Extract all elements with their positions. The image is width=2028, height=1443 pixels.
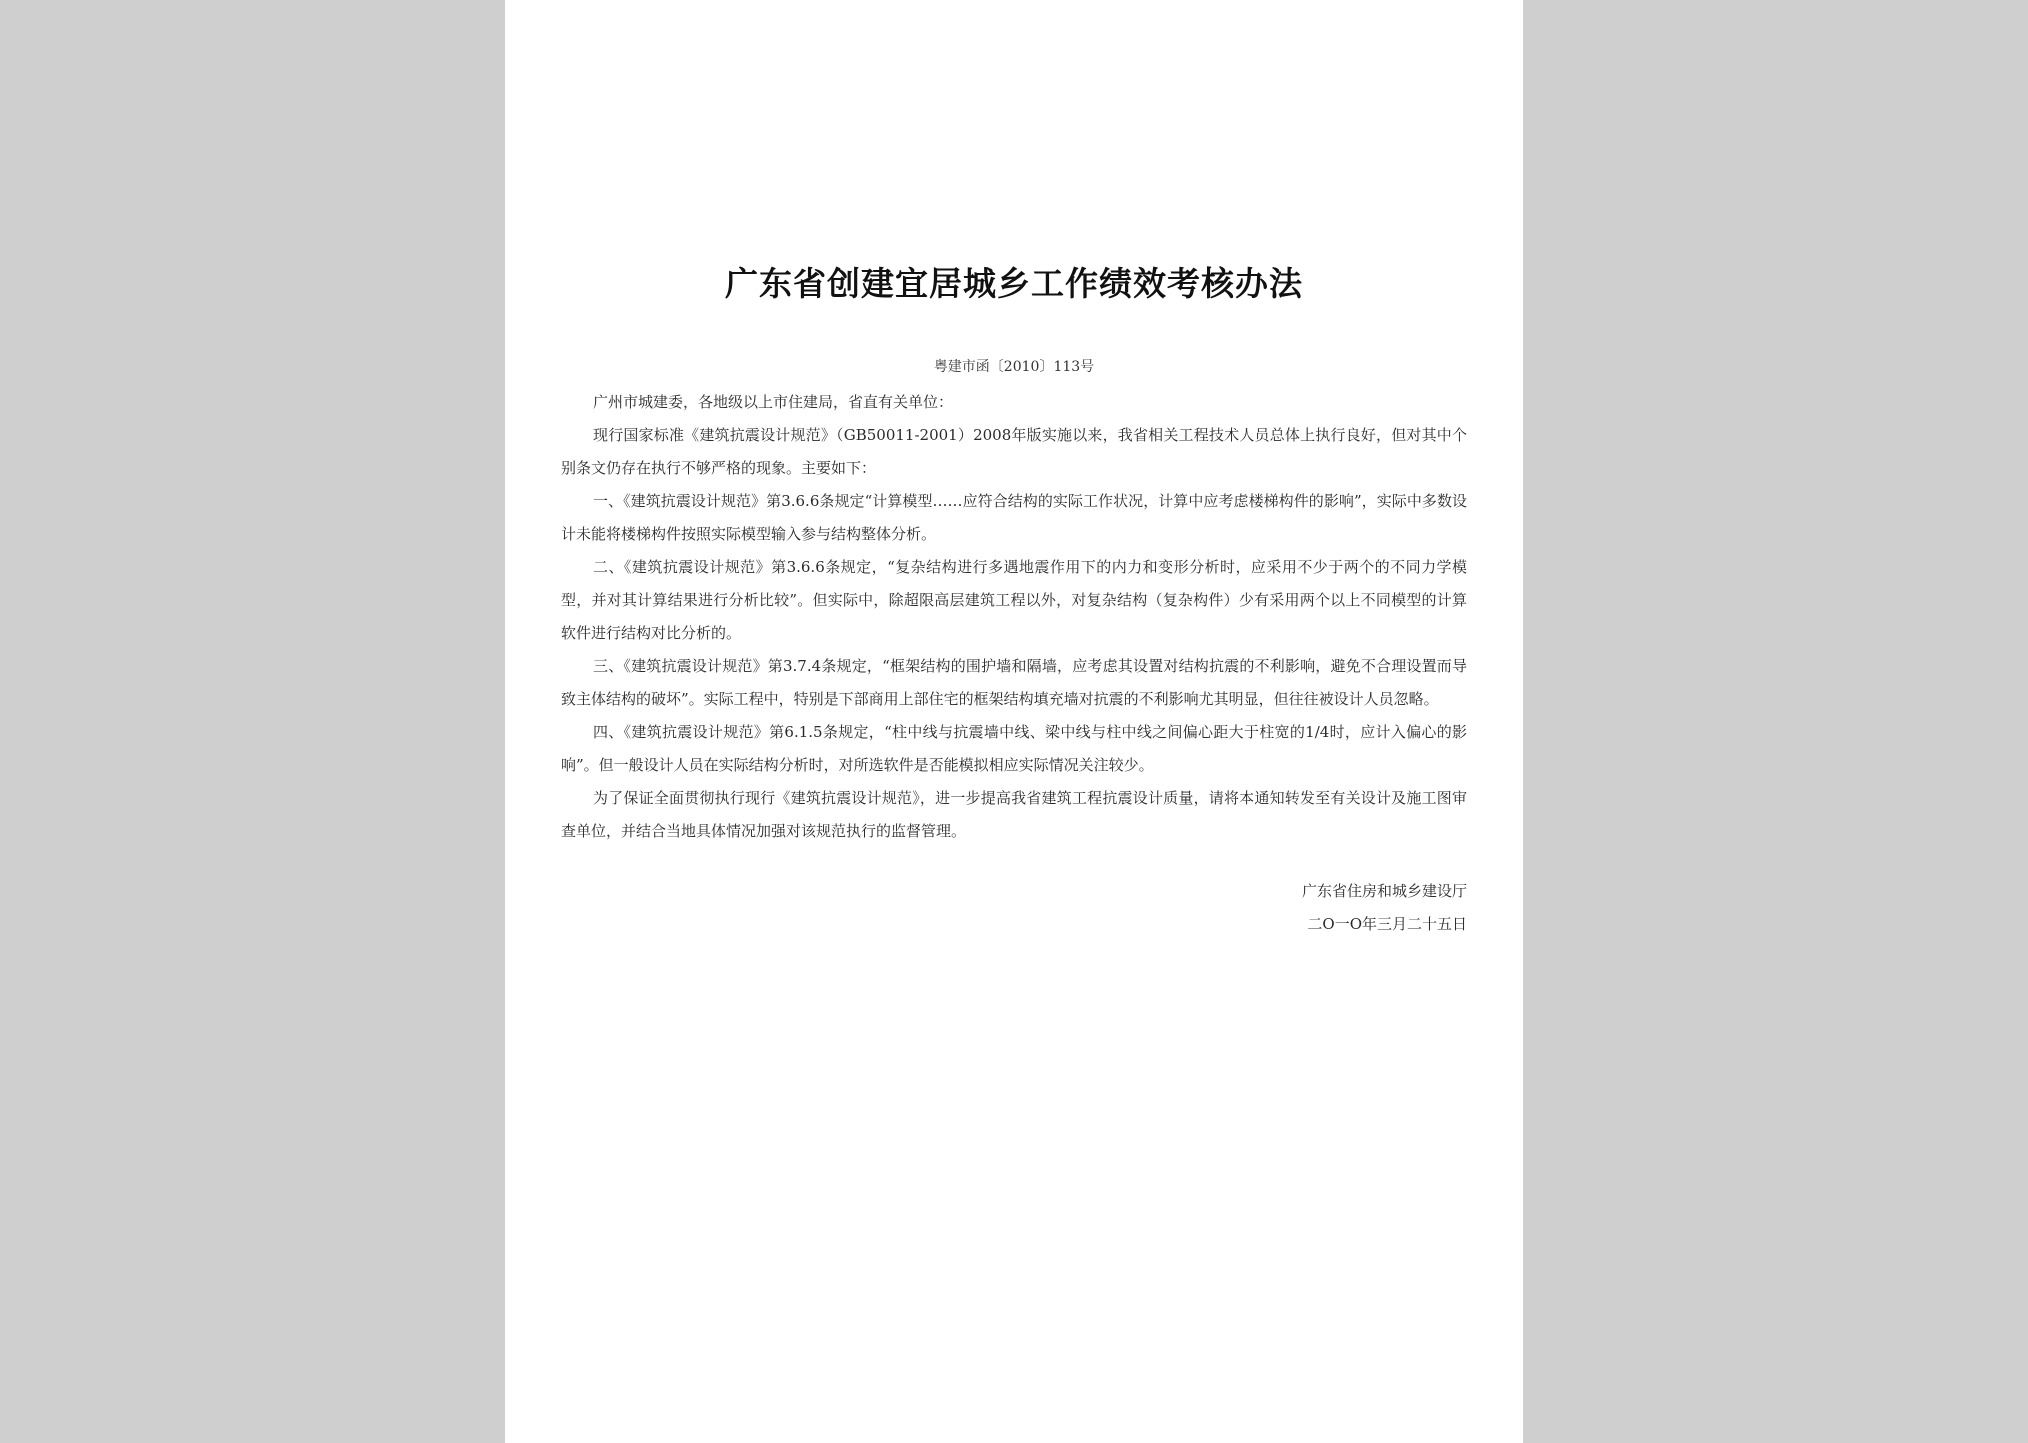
paragraph-item-3: 三、《建筑抗震设计规范》第3.7.4条规定，“框架结构的围护墙和隔墙，应考虑其设置对结构抗震的不利影响，避免不合理设置而导致主体结构的破坏”。实际工程中，特别是下部商用上部住宅的框架结构填充墙对抗震的不利影响尤其明显，但往往被设计人员忽略。 — [561, 657, 1467, 708]
document-title: 广东省创建宜居城乡工作绩效考核办法 — [725, 264, 1303, 303]
salutation: 广州市城建委，各地级以上市住建局，省直有关单位： — [593, 393, 954, 411]
paragraph-item-4: 四、《建筑抗震设计规范》第6.1.5条规定，“柱中线与抗震墙中线、梁中线与柱中线之间偏心距大于柱宽的1/4时，应计入偏心的影响”。但一般设计人员在实际结构分析时，对所选软件是否能模拟相应实际情况关注较少。 — [561, 723, 1467, 774]
document-number: 粤建市函〔2010〕113号 — [933, 359, 1095, 375]
issuer-name: 广东省住房和城乡建设厅 — [1301, 882, 1467, 900]
paragraph-closing: 为了保证全面贯彻执行现行《建筑抗震设计规范》，进一步提高我省建筑工程抗震设计质量，请将本通知转发至有关设计及施工图审查单位，并结合当地具体情况加强对该规范执行的监督管理。 — [561, 789, 1467, 840]
issue-date: 二O一O年三月二十五日 — [1307, 915, 1467, 933]
paragraph-item-2: 二、《建筑抗震设计规范》第3.6.6条规定，“复杂结构进行多遇地震作用下的内力和变形分析时，应采用不少于两个的不同力学模型，并对其计算结果进行分析比较”。但实际中，除超限高层建筑工程以外，对复杂结构（复杂构件）少有采用两个以上不同模型的计算软件进行结构对比分析的。 — [561, 558, 1467, 642]
paragraph-intro: 现行国家标准《建筑抗震设计规范》（GB50011-2001）2008年版实施以来，我省相关工程技术人员总体上执行良好，但对其中个别条文仍存在执行不够严格的现象。主要如下： — [561, 426, 1467, 477]
paragraph-item-1: 一、《建筑抗震设计规范》第3.6.6条规定“计算模型……应符合结构的实际工作状况，计算中应考虑楼梯构件的影响”，实际中多数设计未能将楼梯构件按照实际模型输入参与结构整体分析。 — [561, 492, 1467, 543]
document-page — [505, 0, 1523, 1443]
document-body — [561, 386, 1467, 848]
signature-block — [1302, 875, 1467, 941]
